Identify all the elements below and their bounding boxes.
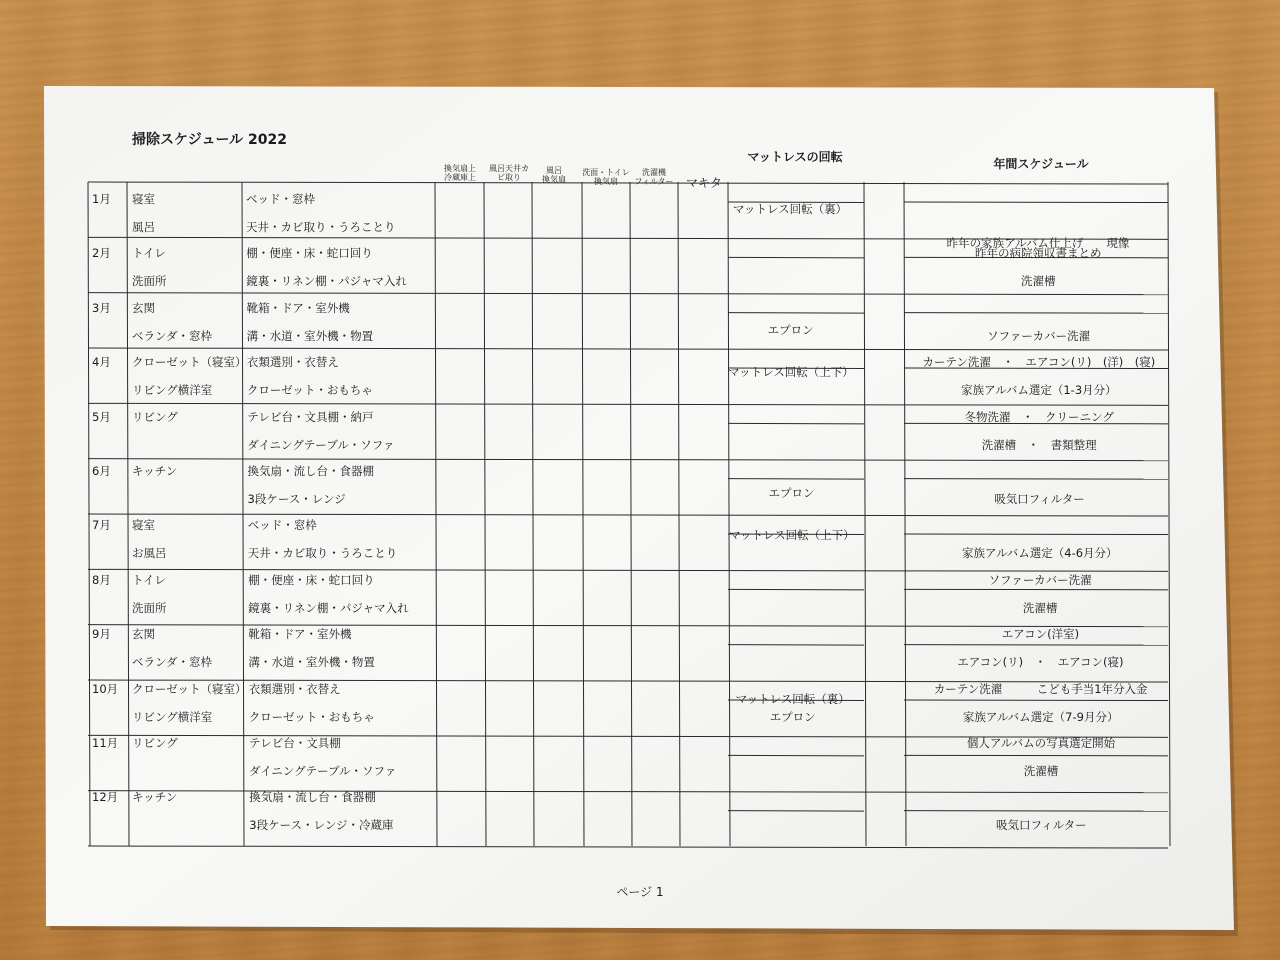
- place-label: クローゼット（寝室）: [132, 681, 247, 696]
- task-label: クローゼット・おもちゃ: [248, 709, 375, 724]
- annual-entry: エアコン(洋室): [1001, 627, 1080, 642]
- grid-subline: [728, 645, 864, 646]
- place-label: キッチン: [132, 464, 178, 478]
- annual-entry: 個人アルバムの写真選定開始: [966, 736, 1116, 750]
- task-label: 溝・水道・室外機・物置: [246, 328, 374, 343]
- mattress-entry: マットレス回転（上下）: [728, 365, 854, 380]
- task-label: 溝・水道・室外機・物置: [248, 655, 375, 670]
- place-label: リビング: [132, 736, 178, 750]
- month-label: 5月: [92, 409, 111, 424]
- paper-body: [44, 86, 1234, 930]
- place-label: 玄関: [132, 627, 155, 642]
- annual-entry: 家族アルバム選定（1-3月分）: [961, 383, 1117, 398]
- grid-subline: [728, 257, 864, 258]
- annual-entry: 昨年の病院領収書まとめ: [975, 246, 1102, 261]
- month-label: 2月: [92, 246, 111, 261]
- grid-subline: [904, 313, 1168, 314]
- task-label: 3段ケース・レンジ: [247, 492, 346, 506]
- mattress-entry: マットレス回転（裏）: [735, 691, 850, 706]
- month-label: 1月: [92, 192, 111, 206]
- annual-entry: エアコン(リ) ・ エアコン(寝): [957, 655, 1124, 670]
- task-label: 鏡裏・リネン棚・パジャマ入れ: [248, 600, 409, 615]
- grid-subline: [904, 479, 1168, 480]
- annual-entry: カーテン洗濯 こども手当1年分入金: [933, 681, 1148, 696]
- grid-subline: [728, 479, 864, 480]
- place-label: 洗面所: [132, 274, 167, 289]
- header-mattress: マットレスの回転: [747, 150, 843, 164]
- task-label: 換気扇・流し台・食器棚: [249, 790, 376, 805]
- annual-entry: 洗濯槽: [1021, 274, 1056, 289]
- grid-subline: [904, 534, 1168, 535]
- month-label: 7月: [92, 518, 111, 533]
- task-label: ベッド・窓枠: [246, 192, 315, 206]
- month-label: 3月: [92, 300, 111, 315]
- mattress-entry: マットレス回転（上下）: [728, 528, 855, 543]
- place-label: リビング横洋室: [132, 383, 213, 398]
- month-label: 11月: [92, 736, 119, 750]
- header-col-bath-ceiling: 風呂天井カ ビ取り: [489, 164, 529, 182]
- mattress-entry: エプロン: [768, 486, 815, 500]
- place-label: ベランダ・窓枠: [132, 328, 213, 343]
- grid-subline: [728, 589, 864, 590]
- task-label: 靴箱・ドア・室外機: [246, 300, 350, 315]
- month-label: 9月: [92, 627, 111, 642]
- task-label: テレビ台・文具棚: [249, 736, 341, 750]
- annual-entry: 洗濯槽 ・ 書類整理: [981, 437, 1097, 452]
- task-label: 衣類選別・衣替え: [248, 681, 341, 696]
- month-label: 4月: [92, 355, 111, 370]
- place-label: 寝室: [132, 192, 155, 206]
- header-col-fan-fridge: 換気扇上 冷蔵庫上: [444, 164, 476, 182]
- place-label: 玄関: [132, 300, 155, 315]
- task-label: 天井・カビ取り・うろことり: [246, 220, 396, 234]
- page-title: 掃除スケジュール 2022: [132, 132, 287, 148]
- task-label: 棚・便座・床・蛇口回り: [246, 246, 373, 261]
- grid-subline: [728, 755, 864, 756]
- month-label: 6月: [92, 464, 111, 478]
- task-label: テレビ台・文具棚・納戸: [247, 409, 374, 424]
- grid-subline: [904, 645, 1168, 646]
- header-annual: 年間スケジュール: [993, 157, 1089, 171]
- annual-entry: 冬物洗濯 ・ クリーニング: [964, 409, 1114, 424]
- annual-entry: 洗濯槽: [1022, 600, 1058, 615]
- month-label: 8月: [92, 572, 111, 587]
- annual-entry: ソファーカバー洗濯: [987, 328, 1091, 343]
- grid-subline: [904, 589, 1168, 590]
- task-label: 3段ケース・レンジ・冷蔵庫: [249, 818, 394, 833]
- place-label: ベランダ・窓枠: [132, 655, 213, 670]
- annual-entry: カーテン洗濯 ・ エアコン(リ) (洋) (寝): [922, 355, 1156, 370]
- annual-entry: 吸気口フィルター: [995, 818, 1087, 833]
- annual-entry: 昨年の家族アルバム仕上げ 現像: [946, 236, 1130, 250]
- task-label: ダイニングテーブル・ソファ: [247, 437, 395, 452]
- grid-subline: [904, 811, 1168, 812]
- grid-subline: [728, 811, 864, 812]
- place-label: トイレ: [132, 572, 166, 587]
- task-label: 棚・便座・床・蛇口回り: [248, 572, 375, 587]
- annual-entry: 洗濯槽: [1023, 764, 1059, 778]
- mattress-entry: エプロン: [769, 709, 816, 724]
- header-col-makita: マキタ: [686, 176, 722, 190]
- annual-entry: ソファーカバー洗濯: [988, 572, 1092, 587]
- mattress-entry: マットレス回転（裏）: [732, 202, 848, 216]
- task-label: 鏡裏・リネン棚・パジャマ入れ: [246, 274, 407, 289]
- annual-entry: 家族アルバム選定（4-6月分）: [962, 546, 1118, 561]
- header-col-toilet-fan: 洗面・トイレ 換気扇: [582, 168, 630, 186]
- grid-subline: [728, 423, 864, 424]
- place-label: 洗面所: [132, 600, 167, 615]
- place-label: トイレ: [132, 246, 166, 261]
- task-label: 換気扇・流し台・食器棚: [247, 464, 374, 478]
- header-col-bath-fan: 風呂 換気扇: [542, 166, 566, 184]
- grid-subline: [904, 755, 1168, 756]
- annual-entry: 吸気口フィルター: [994, 492, 1085, 506]
- task-label: ベッド・窓枠: [247, 518, 317, 533]
- place-label: クローゼット（寝室）: [132, 355, 247, 370]
- task-label: クローゼット・おもちゃ: [246, 383, 373, 398]
- month-label: 12月: [92, 790, 119, 805]
- task-label: 衣類選別・衣替え: [246, 355, 339, 370]
- mattress-entry: エプロン: [767, 322, 814, 337]
- task-label: ダイニングテーブル・ソファ: [249, 764, 397, 778]
- page-footer: ページ 1: [616, 885, 664, 899]
- grid-subline: [728, 313, 864, 314]
- task-label: 靴箱・ドア・室外機: [248, 627, 352, 642]
- place-label: 風呂: [132, 220, 155, 234]
- grid-subline: [904, 700, 1168, 701]
- place-label: 寝室: [132, 518, 155, 533]
- place-label: リビング横洋室: [132, 709, 213, 724]
- header-col-washer-filter: 洗濯機 フィルター: [634, 168, 674, 186]
- place-label: リビング: [132, 409, 178, 424]
- month-label: 10月: [92, 681, 119, 696]
- place-label: キッチン: [132, 790, 178, 805]
- annual-entry: 家族アルバム選定（7-9月分）: [962, 709, 1119, 724]
- place-label: お風呂: [132, 546, 167, 561]
- grid-subline: [904, 202, 1168, 203]
- task-label: 天井・カビ取り・うろことり: [247, 546, 398, 561]
